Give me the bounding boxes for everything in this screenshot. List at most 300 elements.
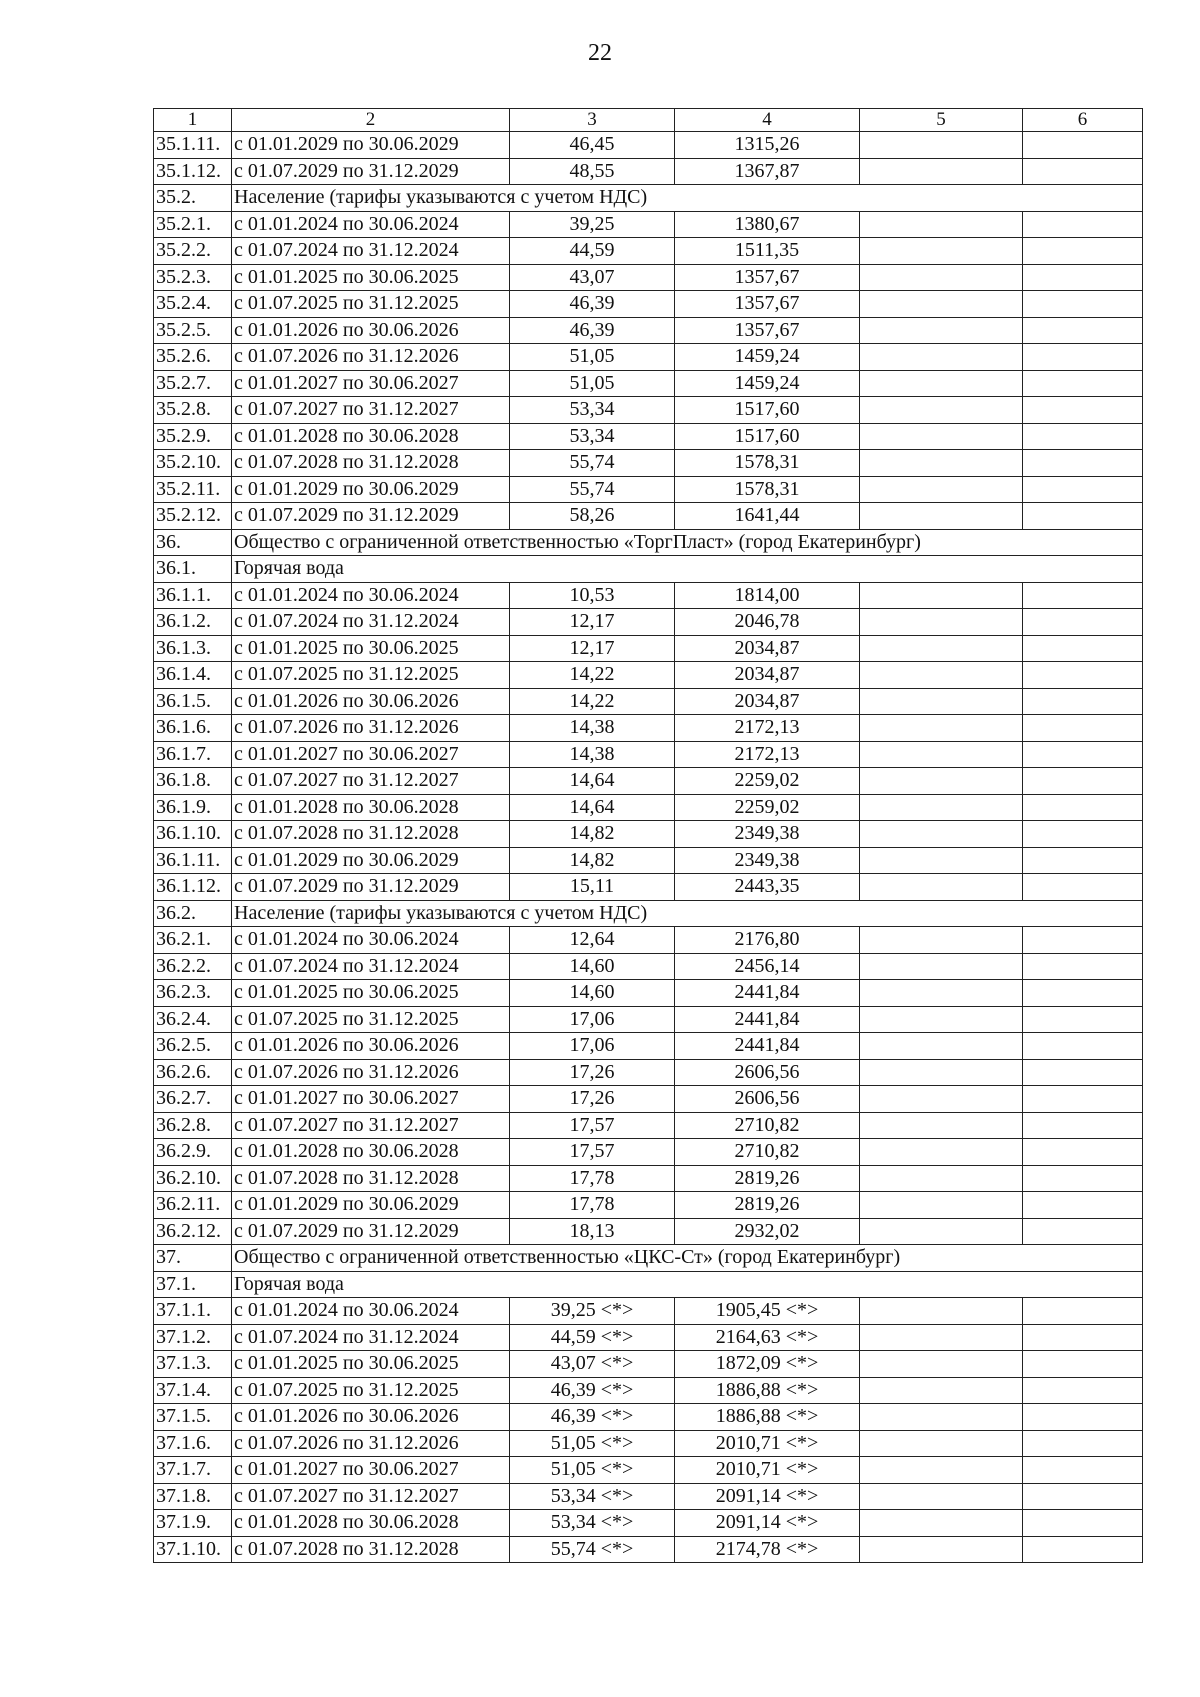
period-cell: с 01.07.2024 по 31.12.2024 bbox=[232, 953, 510, 980]
table-row bbox=[154, 1059, 1143, 1086]
tariff-cell-col4: 2174,78 <*> bbox=[675, 1536, 860, 1563]
empty-cell-col6 bbox=[1023, 1086, 1143, 1113]
table-row bbox=[154, 662, 1143, 689]
row-number: 35.1.11. bbox=[154, 132, 232, 159]
section-row bbox=[154, 1271, 1143, 1298]
period-cell: с 01.01.2027 по 30.06.2027 bbox=[232, 741, 510, 768]
empty-cell-col6 bbox=[1023, 715, 1143, 742]
period-cell: с 01.01.2025 по 30.06.2025 bbox=[232, 980, 510, 1007]
empty-cell-col5 bbox=[860, 741, 1023, 768]
table-row bbox=[154, 397, 1143, 424]
empty-cell-col6 bbox=[1023, 953, 1143, 980]
table-row bbox=[154, 370, 1143, 397]
empty-cell-col5 bbox=[860, 847, 1023, 874]
row-number: 37.1.5. bbox=[154, 1404, 232, 1431]
tariff-cell-col3: 46,39 bbox=[510, 291, 675, 318]
row-number: 36.1.9. bbox=[154, 794, 232, 821]
tariff-cell-col4: 1872,09 <*> bbox=[675, 1351, 860, 1378]
tariff-cell-col3: 43,07 bbox=[510, 264, 675, 291]
table-row bbox=[154, 715, 1143, 742]
table-row bbox=[154, 317, 1143, 344]
row-number: 36.2.4. bbox=[154, 1006, 232, 1033]
empty-cell-col5 bbox=[860, 1377, 1023, 1404]
empty-cell-col5 bbox=[860, 1033, 1023, 1060]
row-number: 36.1.2. bbox=[154, 609, 232, 636]
tariff-cell-col4: 1578,31 bbox=[675, 450, 860, 477]
tariff-cell-col3: 44,59 bbox=[510, 238, 675, 265]
empty-cell-col5 bbox=[860, 1139, 1023, 1166]
table-row bbox=[154, 1510, 1143, 1537]
tariff-cell-col3: 14,60 bbox=[510, 980, 675, 1007]
tariff-cell-col3: 55,74 <*> bbox=[510, 1536, 675, 1563]
tariff-cell-col4: 1459,24 bbox=[675, 344, 860, 371]
empty-cell-col6 bbox=[1023, 609, 1143, 636]
empty-cell-col6 bbox=[1023, 1165, 1143, 1192]
empty-cell-col6 bbox=[1023, 397, 1143, 424]
table-row bbox=[154, 768, 1143, 795]
empty-cell-col6 bbox=[1023, 317, 1143, 344]
table-row bbox=[154, 1033, 1143, 1060]
empty-cell-col5 bbox=[860, 370, 1023, 397]
empty-cell-col5 bbox=[860, 1086, 1023, 1113]
row-number: 36.2.3. bbox=[154, 980, 232, 1007]
tariff-cell-col4: 2259,02 bbox=[675, 768, 860, 795]
tariff-cell-col4: 2606,56 bbox=[675, 1059, 860, 1086]
period-cell: с 01.07.2026 по 31.12.2026 bbox=[232, 1430, 510, 1457]
empty-cell-col5 bbox=[860, 1059, 1023, 1086]
table-row bbox=[154, 847, 1143, 874]
section-title: Население (тарифы указываются с учетом НДС) bbox=[232, 900, 1143, 927]
empty-cell-col5 bbox=[860, 291, 1023, 318]
tariff-cell-col4: 1578,31 bbox=[675, 476, 860, 503]
tariff-cell-col3: 51,05 bbox=[510, 344, 675, 371]
tariff-cell-col4: 1814,00 bbox=[675, 582, 860, 609]
tariff-cell-col3: 14,64 bbox=[510, 794, 675, 821]
table-row bbox=[154, 1536, 1143, 1563]
tariff-cell-col3: 15,11 bbox=[510, 874, 675, 901]
empty-cell-col5 bbox=[860, 635, 1023, 662]
tariff-cell-col4: 2710,82 bbox=[675, 1139, 860, 1166]
row-number: 36.2. bbox=[154, 900, 232, 927]
section-title: Население (тарифы указываются с учетом НДС) bbox=[232, 185, 1143, 212]
table-row bbox=[154, 927, 1143, 954]
empty-cell-col6 bbox=[1023, 1192, 1143, 1219]
tariff-cell-col3: 51,05 <*> bbox=[510, 1430, 675, 1457]
empty-cell-col5 bbox=[860, 1536, 1023, 1563]
empty-cell-col6 bbox=[1023, 291, 1143, 318]
empty-cell-col6 bbox=[1023, 821, 1143, 848]
table-row bbox=[154, 1192, 1143, 1219]
period-cell: с 01.01.2028 по 30.06.2028 bbox=[232, 1139, 510, 1166]
row-number: 37. bbox=[154, 1245, 232, 1272]
empty-cell-col5 bbox=[860, 450, 1023, 477]
empty-cell-col6 bbox=[1023, 132, 1143, 159]
tariff-cell-col3: 17,26 bbox=[510, 1059, 675, 1086]
empty-cell-col5 bbox=[860, 397, 1023, 424]
table-row bbox=[154, 158, 1143, 185]
empty-cell-col6 bbox=[1023, 768, 1143, 795]
row-number: 36.2.8. bbox=[154, 1112, 232, 1139]
tariff-cell-col4: 2010,71 <*> bbox=[675, 1457, 860, 1484]
period-cell: с 01.01.2029 по 30.06.2029 bbox=[232, 132, 510, 159]
table-row bbox=[154, 503, 1143, 530]
empty-cell-col5 bbox=[860, 794, 1023, 821]
empty-cell-col6 bbox=[1023, 1324, 1143, 1351]
tariff-cell-col3: 55,74 bbox=[510, 450, 675, 477]
empty-cell-col6 bbox=[1023, 1351, 1143, 1378]
empty-cell-col6 bbox=[1023, 1430, 1143, 1457]
row-number: 36.2.12. bbox=[154, 1218, 232, 1245]
empty-cell-col5 bbox=[860, 1192, 1023, 1219]
column-header: 2 bbox=[232, 109, 510, 132]
period-cell: с 01.07.2029 по 31.12.2029 bbox=[232, 503, 510, 530]
tariff-cell-col3: 46,39 <*> bbox=[510, 1404, 675, 1431]
table-row bbox=[154, 1112, 1143, 1139]
table-row bbox=[154, 1218, 1143, 1245]
tariff-cell-col3: 14,82 bbox=[510, 821, 675, 848]
row-number: 36.1.5. bbox=[154, 688, 232, 715]
period-cell: с 01.01.2024 по 30.06.2024 bbox=[232, 582, 510, 609]
tariff-cell-col4: 2010,71 <*> bbox=[675, 1430, 860, 1457]
tariff-cell-col3: 14,38 bbox=[510, 741, 675, 768]
empty-cell-col5 bbox=[860, 874, 1023, 901]
empty-cell-col5 bbox=[860, 264, 1023, 291]
section-row bbox=[154, 1245, 1143, 1272]
empty-cell-col6 bbox=[1023, 980, 1143, 1007]
period-cell: с 01.01.2028 по 30.06.2028 bbox=[232, 794, 510, 821]
table-row bbox=[154, 344, 1143, 371]
tariff-cell-col3: 18,13 bbox=[510, 1218, 675, 1245]
tariff-cell-col4: 2710,82 bbox=[675, 1112, 860, 1139]
empty-cell-col5 bbox=[860, 476, 1023, 503]
tariff-cell-col4: 2606,56 bbox=[675, 1086, 860, 1113]
tariff-cell-col4: 1886,88 <*> bbox=[675, 1377, 860, 1404]
row-number: 36.1.7. bbox=[154, 741, 232, 768]
table-row bbox=[154, 1483, 1143, 1510]
empty-cell-col6 bbox=[1023, 1139, 1143, 1166]
row-number: 35.2.12. bbox=[154, 503, 232, 530]
empty-cell-col6 bbox=[1023, 1112, 1143, 1139]
tariff-cell-col4: 2091,14 <*> bbox=[675, 1483, 860, 1510]
table-row bbox=[154, 874, 1143, 901]
empty-cell-col5 bbox=[860, 1483, 1023, 1510]
tariff-cell-col4: 1459,24 bbox=[675, 370, 860, 397]
section-title: Горячая вода bbox=[232, 1271, 1143, 1298]
tariff-cell-col3: 17,57 bbox=[510, 1139, 675, 1166]
empty-cell-col5 bbox=[860, 503, 1023, 530]
empty-cell-col6 bbox=[1023, 1059, 1143, 1086]
empty-cell-col6 bbox=[1023, 211, 1143, 238]
tariff-cell-col3: 14,38 bbox=[510, 715, 675, 742]
table-header-row bbox=[154, 109, 1143, 132]
tariff-cell-col3: 14,22 bbox=[510, 662, 675, 689]
table-row bbox=[154, 821, 1143, 848]
tariff-cell-col4: 2046,78 bbox=[675, 609, 860, 636]
table-row bbox=[154, 291, 1143, 318]
tariff-cell-col3: 17,78 bbox=[510, 1192, 675, 1219]
tariff-cell-col3: 17,06 bbox=[510, 1006, 675, 1033]
table-row bbox=[154, 1139, 1143, 1166]
row-number: 36.1. bbox=[154, 556, 232, 583]
column-header: 6 bbox=[1023, 109, 1143, 132]
empty-cell-col5 bbox=[860, 927, 1023, 954]
empty-cell-col6 bbox=[1023, 1377, 1143, 1404]
tariff-cell-col3: 58,26 bbox=[510, 503, 675, 530]
row-number: 36.1.3. bbox=[154, 635, 232, 662]
row-number: 36. bbox=[154, 529, 232, 556]
section-row bbox=[154, 556, 1143, 583]
tariff-cell-col3: 17,26 bbox=[510, 1086, 675, 1113]
empty-cell-col5 bbox=[860, 238, 1023, 265]
empty-cell-col6 bbox=[1023, 847, 1143, 874]
row-number: 37.1. bbox=[154, 1271, 232, 1298]
tariff-cell-col4: 2819,26 bbox=[675, 1165, 860, 1192]
table-row bbox=[154, 1404, 1143, 1431]
table-row bbox=[154, 635, 1143, 662]
period-cell: с 01.07.2025 по 31.12.2025 bbox=[232, 662, 510, 689]
tariff-cell-col4: 1905,45 <*> bbox=[675, 1298, 860, 1325]
empty-cell-col6 bbox=[1023, 450, 1143, 477]
empty-cell-col6 bbox=[1023, 158, 1143, 185]
empty-cell-col5 bbox=[860, 768, 1023, 795]
period-cell: с 01.07.2028 по 31.12.2028 bbox=[232, 821, 510, 848]
tariff-cell-col4: 2441,84 bbox=[675, 980, 860, 1007]
section-row bbox=[154, 185, 1143, 212]
tariff-cell-col3: 48,55 bbox=[510, 158, 675, 185]
tariff-cell-col4: 2443,35 bbox=[675, 874, 860, 901]
period-cell: с 01.07.2025 по 31.12.2025 bbox=[232, 1377, 510, 1404]
tariff-cell-col3: 17,57 bbox=[510, 1112, 675, 1139]
empty-cell-col5 bbox=[860, 211, 1023, 238]
row-number: 36.2.7. bbox=[154, 1086, 232, 1113]
tariff-cell-col4: 2034,87 bbox=[675, 662, 860, 689]
empty-cell-col5 bbox=[860, 715, 1023, 742]
tariff-cell-col3: 17,06 bbox=[510, 1033, 675, 1060]
tariff-cell-col4: 1380,67 bbox=[675, 211, 860, 238]
table-row bbox=[154, 1430, 1143, 1457]
row-number: 37.1.9. bbox=[154, 1510, 232, 1537]
row-number: 35.2.1. bbox=[154, 211, 232, 238]
tariff-cell-col3: 51,05 <*> bbox=[510, 1457, 675, 1484]
row-number: 35.2.7. bbox=[154, 370, 232, 397]
section-row bbox=[154, 529, 1143, 556]
empty-cell-col5 bbox=[860, 582, 1023, 609]
row-number: 35.2.4. bbox=[154, 291, 232, 318]
period-cell: с 01.07.2025 по 31.12.2025 bbox=[232, 1006, 510, 1033]
table-row bbox=[154, 1086, 1143, 1113]
tariff-cell-col3: 10,53 bbox=[510, 582, 675, 609]
tariff-cell-col4: 2819,26 bbox=[675, 1192, 860, 1219]
period-cell: с 01.07.2029 по 31.12.2029 bbox=[232, 158, 510, 185]
empty-cell-col6 bbox=[1023, 1033, 1143, 1060]
table-row bbox=[154, 980, 1143, 1007]
empty-cell-col5 bbox=[860, 132, 1023, 159]
empty-cell-col6 bbox=[1023, 1298, 1143, 1325]
empty-cell-col6 bbox=[1023, 238, 1143, 265]
row-number: 36.2.11. bbox=[154, 1192, 232, 1219]
section-title: Общество с ограниченной ответственностью «ЦКС-Ст» (город Екатеринбург) bbox=[232, 1245, 1143, 1272]
row-number: 35.2.5. bbox=[154, 317, 232, 344]
empty-cell-col5 bbox=[860, 423, 1023, 450]
period-cell: с 01.01.2024 по 30.06.2024 bbox=[232, 927, 510, 954]
tariff-cell-col3: 53,34 bbox=[510, 423, 675, 450]
empty-cell-col6 bbox=[1023, 1510, 1143, 1537]
table-row bbox=[154, 1006, 1143, 1033]
period-cell: с 01.07.2028 по 31.12.2028 bbox=[232, 1165, 510, 1192]
period-cell: с 01.07.2026 по 31.12.2026 bbox=[232, 715, 510, 742]
tariff-cell-col4: 2259,02 bbox=[675, 794, 860, 821]
period-cell: с 01.01.2029 по 30.06.2029 bbox=[232, 476, 510, 503]
empty-cell-col5 bbox=[860, 1006, 1023, 1033]
empty-cell-col6 bbox=[1023, 1006, 1143, 1033]
row-number: 35.2.6. bbox=[154, 344, 232, 371]
row-number: 36.2.10. bbox=[154, 1165, 232, 1192]
empty-cell-col5 bbox=[860, 1510, 1023, 1537]
period-cell: с 01.01.2025 по 30.06.2025 bbox=[232, 1351, 510, 1378]
tariff-cell-col3: 55,74 bbox=[510, 476, 675, 503]
tariff-cell-col3: 12,17 bbox=[510, 609, 675, 636]
period-cell: с 01.07.2027 по 31.12.2027 bbox=[232, 1483, 510, 1510]
empty-cell-col6 bbox=[1023, 1483, 1143, 1510]
empty-cell-col5 bbox=[860, 662, 1023, 689]
table-row bbox=[154, 238, 1143, 265]
tariff-cell-col3: 12,17 bbox=[510, 635, 675, 662]
tariff-cell-col3: 39,25 <*> bbox=[510, 1298, 675, 1325]
tariff-cell-col4: 2176,80 bbox=[675, 927, 860, 954]
tariff-cell-col4: 1357,67 bbox=[675, 291, 860, 318]
period-cell: с 01.07.2029 по 31.12.2029 bbox=[232, 874, 510, 901]
empty-cell-col6 bbox=[1023, 874, 1143, 901]
empty-cell-col6 bbox=[1023, 1404, 1143, 1431]
period-cell: с 01.07.2024 по 31.12.2024 bbox=[232, 238, 510, 265]
section-row bbox=[154, 900, 1143, 927]
empty-cell-col5 bbox=[860, 344, 1023, 371]
column-header: 3 bbox=[510, 109, 675, 132]
tariff-cell-col3: 46,39 <*> bbox=[510, 1377, 675, 1404]
tariff-cell-col3: 14,64 bbox=[510, 768, 675, 795]
period-cell: с 01.07.2025 по 31.12.2025 bbox=[232, 291, 510, 318]
table-row bbox=[154, 688, 1143, 715]
tariff-cell-col4: 2932,02 bbox=[675, 1218, 860, 1245]
period-cell: с 01.01.2029 по 30.06.2029 bbox=[232, 1192, 510, 1219]
row-number: 36.2.1. bbox=[154, 927, 232, 954]
table-row bbox=[154, 741, 1143, 768]
tariff-cell-col3: 46,45 bbox=[510, 132, 675, 159]
row-number: 35.2.2. bbox=[154, 238, 232, 265]
table-row bbox=[154, 1457, 1143, 1484]
table-row bbox=[154, 609, 1143, 636]
period-cell: с 01.07.2028 по 31.12.2028 bbox=[232, 1536, 510, 1563]
row-number: 36.2.6. bbox=[154, 1059, 232, 1086]
period-cell: с 01.07.2027 по 31.12.2027 bbox=[232, 1112, 510, 1139]
row-number: 36.1.8. bbox=[154, 768, 232, 795]
table-row bbox=[154, 1324, 1143, 1351]
period-cell: с 01.07.2029 по 31.12.2029 bbox=[232, 1218, 510, 1245]
empty-cell-col5 bbox=[860, 1324, 1023, 1351]
empty-cell-col6 bbox=[1023, 1536, 1143, 1563]
tariff-cell-col4: 2172,13 bbox=[675, 715, 860, 742]
table-row bbox=[154, 953, 1143, 980]
empty-cell-col5 bbox=[860, 1298, 1023, 1325]
tariff-cell-col4: 1357,67 bbox=[675, 264, 860, 291]
table-row bbox=[154, 476, 1143, 503]
empty-cell-col5 bbox=[860, 1404, 1023, 1431]
empty-cell-col5 bbox=[860, 609, 1023, 636]
period-cell: с 01.01.2028 по 30.06.2028 bbox=[232, 1510, 510, 1537]
tariff-cell-col3: 12,64 bbox=[510, 927, 675, 954]
row-number: 35.2.10. bbox=[154, 450, 232, 477]
empty-cell-col5 bbox=[860, 1457, 1023, 1484]
table-row bbox=[154, 211, 1143, 238]
period-cell: с 01.01.2025 по 30.06.2025 bbox=[232, 635, 510, 662]
tariff-cell-col4: 2034,87 bbox=[675, 635, 860, 662]
table-row bbox=[154, 450, 1143, 477]
row-number: 37.1.8. bbox=[154, 1483, 232, 1510]
period-cell: с 01.01.2027 по 30.06.2027 bbox=[232, 1086, 510, 1113]
empty-cell-col6 bbox=[1023, 1457, 1143, 1484]
tariff-cell-col3: 46,39 bbox=[510, 317, 675, 344]
tariff-cell-col4: 1315,26 bbox=[675, 132, 860, 159]
tariff-cell-col3: 17,78 bbox=[510, 1165, 675, 1192]
period-cell: с 01.07.2027 по 31.12.2027 bbox=[232, 397, 510, 424]
empty-cell-col6 bbox=[1023, 370, 1143, 397]
table-row bbox=[154, 132, 1143, 159]
empty-cell-col5 bbox=[860, 980, 1023, 1007]
row-number: 37.1.10. bbox=[154, 1536, 232, 1563]
empty-cell-col6 bbox=[1023, 635, 1143, 662]
table-row bbox=[154, 794, 1143, 821]
tariff-cell-col4: 1367,87 bbox=[675, 158, 860, 185]
period-cell: с 01.01.2027 по 30.06.2027 bbox=[232, 1457, 510, 1484]
tariff-cell-col4: 1641,44 bbox=[675, 503, 860, 530]
row-number: 36.1.4. bbox=[154, 662, 232, 689]
row-number: 35.2.3. bbox=[154, 264, 232, 291]
table-row bbox=[154, 1377, 1143, 1404]
row-number: 36.1.11. bbox=[154, 847, 232, 874]
tariff-cell-col4: 2349,38 bbox=[675, 821, 860, 848]
row-number: 35.2. bbox=[154, 185, 232, 212]
period-cell: с 01.07.2027 по 31.12.2027 bbox=[232, 768, 510, 795]
period-cell: с 01.01.2026 по 30.06.2026 bbox=[232, 1404, 510, 1431]
empty-cell-col5 bbox=[860, 1430, 1023, 1457]
tariff-cell-col4: 2034,87 bbox=[675, 688, 860, 715]
table-row bbox=[154, 582, 1143, 609]
tariff-cell-col4: 1517,60 bbox=[675, 397, 860, 424]
period-cell: с 01.01.2024 по 30.06.2024 bbox=[232, 1298, 510, 1325]
empty-cell-col6 bbox=[1023, 927, 1143, 954]
tariff-cell-col3: 14,60 bbox=[510, 953, 675, 980]
section-title: Горячая вода bbox=[232, 556, 1143, 583]
table-row bbox=[154, 1351, 1143, 1378]
page-number: 22 bbox=[588, 40, 612, 66]
period-cell: с 01.01.2027 по 30.06.2027 bbox=[232, 370, 510, 397]
row-number: 35.2.8. bbox=[154, 397, 232, 424]
tariff-cell-col4: 2456,14 bbox=[675, 953, 860, 980]
period-cell: с 01.01.2025 по 30.06.2025 bbox=[232, 264, 510, 291]
tariff-cell-col3: 14,22 bbox=[510, 688, 675, 715]
empty-cell-col5 bbox=[860, 1165, 1023, 1192]
empty-cell-col5 bbox=[860, 688, 1023, 715]
period-cell: с 01.01.2026 по 30.06.2026 bbox=[232, 688, 510, 715]
period-cell: с 01.01.2029 по 30.06.2029 bbox=[232, 847, 510, 874]
tariff-cell-col4: 2349,38 bbox=[675, 847, 860, 874]
empty-cell-col6 bbox=[1023, 741, 1143, 768]
period-cell: с 01.07.2028 по 31.12.2028 bbox=[232, 450, 510, 477]
tariff-cell-col3: 39,25 bbox=[510, 211, 675, 238]
row-number: 36.1.10. bbox=[154, 821, 232, 848]
tariff-table bbox=[153, 108, 1143, 1563]
period-cell: с 01.07.2024 по 31.12.2024 bbox=[232, 609, 510, 636]
